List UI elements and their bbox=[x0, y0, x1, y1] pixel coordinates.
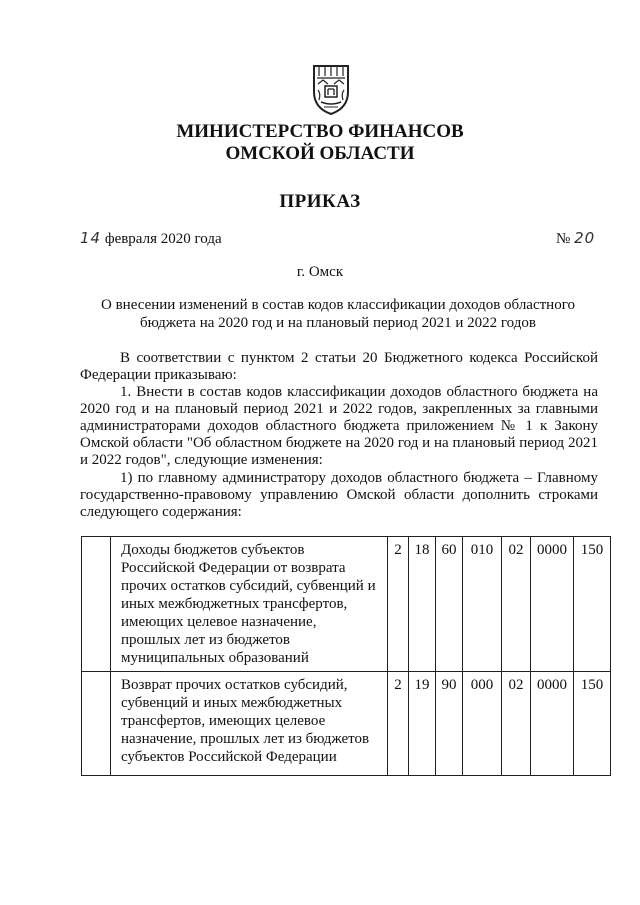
order-date bbox=[80, 229, 222, 248]
table-cell-code: 0000 bbox=[531, 672, 574, 776]
table-cell-code: 010 bbox=[463, 537, 502, 672]
table-cell-code: 02 bbox=[502, 672, 531, 776]
paragraph-item-1: 1. Внести в состав кодов классификации доходов областного бюджета на 2020 год и на плановый период 2021 и 2022 годов, закрепленных за главными администраторами доходов областного бюджета приложением № 1 к Закону Омской области "Об областном бюджете на 2020 год и на плановый период 2021 и 2022 годов", следующие изменения: bbox=[80, 384, 598, 468]
table-cell-code: 02 bbox=[502, 537, 531, 672]
table-cell-name: Возврат прочих остатков субсидий, субвенций и иных межбюджетных трансфертов, имеющих целевое назначение, прошлых лет из бюджетов субъектов Российской Федерации bbox=[111, 672, 388, 776]
table-cell-blank bbox=[82, 672, 111, 776]
date-text: февраля 2020 года bbox=[101, 231, 222, 247]
ministry-name-line2: ОМСКОЙ ОБЛАСТИ bbox=[225, 143, 415, 164]
table-cell-code: 19 bbox=[409, 672, 436, 776]
table-cell-blank bbox=[82, 537, 111, 672]
table-cell-code: 2 bbox=[388, 537, 409, 672]
date-day-handwritten: 14 bbox=[80, 229, 102, 247]
table-cell-code: 150 bbox=[574, 537, 611, 672]
table-cell-code: 90 bbox=[436, 672, 463, 776]
subject-line1: О внесении изменений в состав кодов классификации доходов областного bbox=[101, 297, 575, 313]
table-row bbox=[82, 672, 611, 776]
number-handwritten: 20 bbox=[574, 229, 596, 247]
table-cell-code: 0000 bbox=[531, 537, 574, 672]
paragraph-subitem-1: 1) по главному администратору доходов областного бюджета – Главному государственно-правовому управлению Омской области дополнить строками следующего содержания: bbox=[80, 470, 598, 520]
subject-line2: бюджета на 2020 год и на плановый период 2021 и 2022 годов bbox=[140, 315, 536, 331]
ministry-name-line1: МИНИСТЕРСТВО ФИНАНСОВ bbox=[176, 121, 464, 142]
table-row bbox=[82, 537, 611, 672]
document-type-title: ПРИКАЗ bbox=[279, 191, 361, 212]
table-cell-code: 000 bbox=[463, 672, 502, 776]
table-cell-code: 60 bbox=[436, 537, 463, 672]
city: г. Омск bbox=[296, 264, 344, 280]
paragraph-basis: В соответствии с пунктом 2 статьи 20 Бюджетного кодекса Российской Федерации приказываю: bbox=[80, 350, 598, 383]
table-cell-code: 2 bbox=[388, 672, 409, 776]
classification-codes-table bbox=[81, 536, 611, 776]
table-cell-code: 18 bbox=[409, 537, 436, 672]
order-number bbox=[556, 229, 595, 248]
table-cell-name: Доходы бюджетов субъектов Российской Федерации от возврата прочих остатков субсидий, субвенций и иных межбюджетных трансфертов, имеющих целевое назначение, прошлых лет из бюджетов муниципальных образований bbox=[111, 537, 388, 672]
omsk-region-coat-of-arms-icon bbox=[311, 62, 351, 116]
order-subject bbox=[80, 296, 596, 332]
table-cell-code: 150 bbox=[574, 672, 611, 776]
number-label: № bbox=[556, 231, 575, 247]
